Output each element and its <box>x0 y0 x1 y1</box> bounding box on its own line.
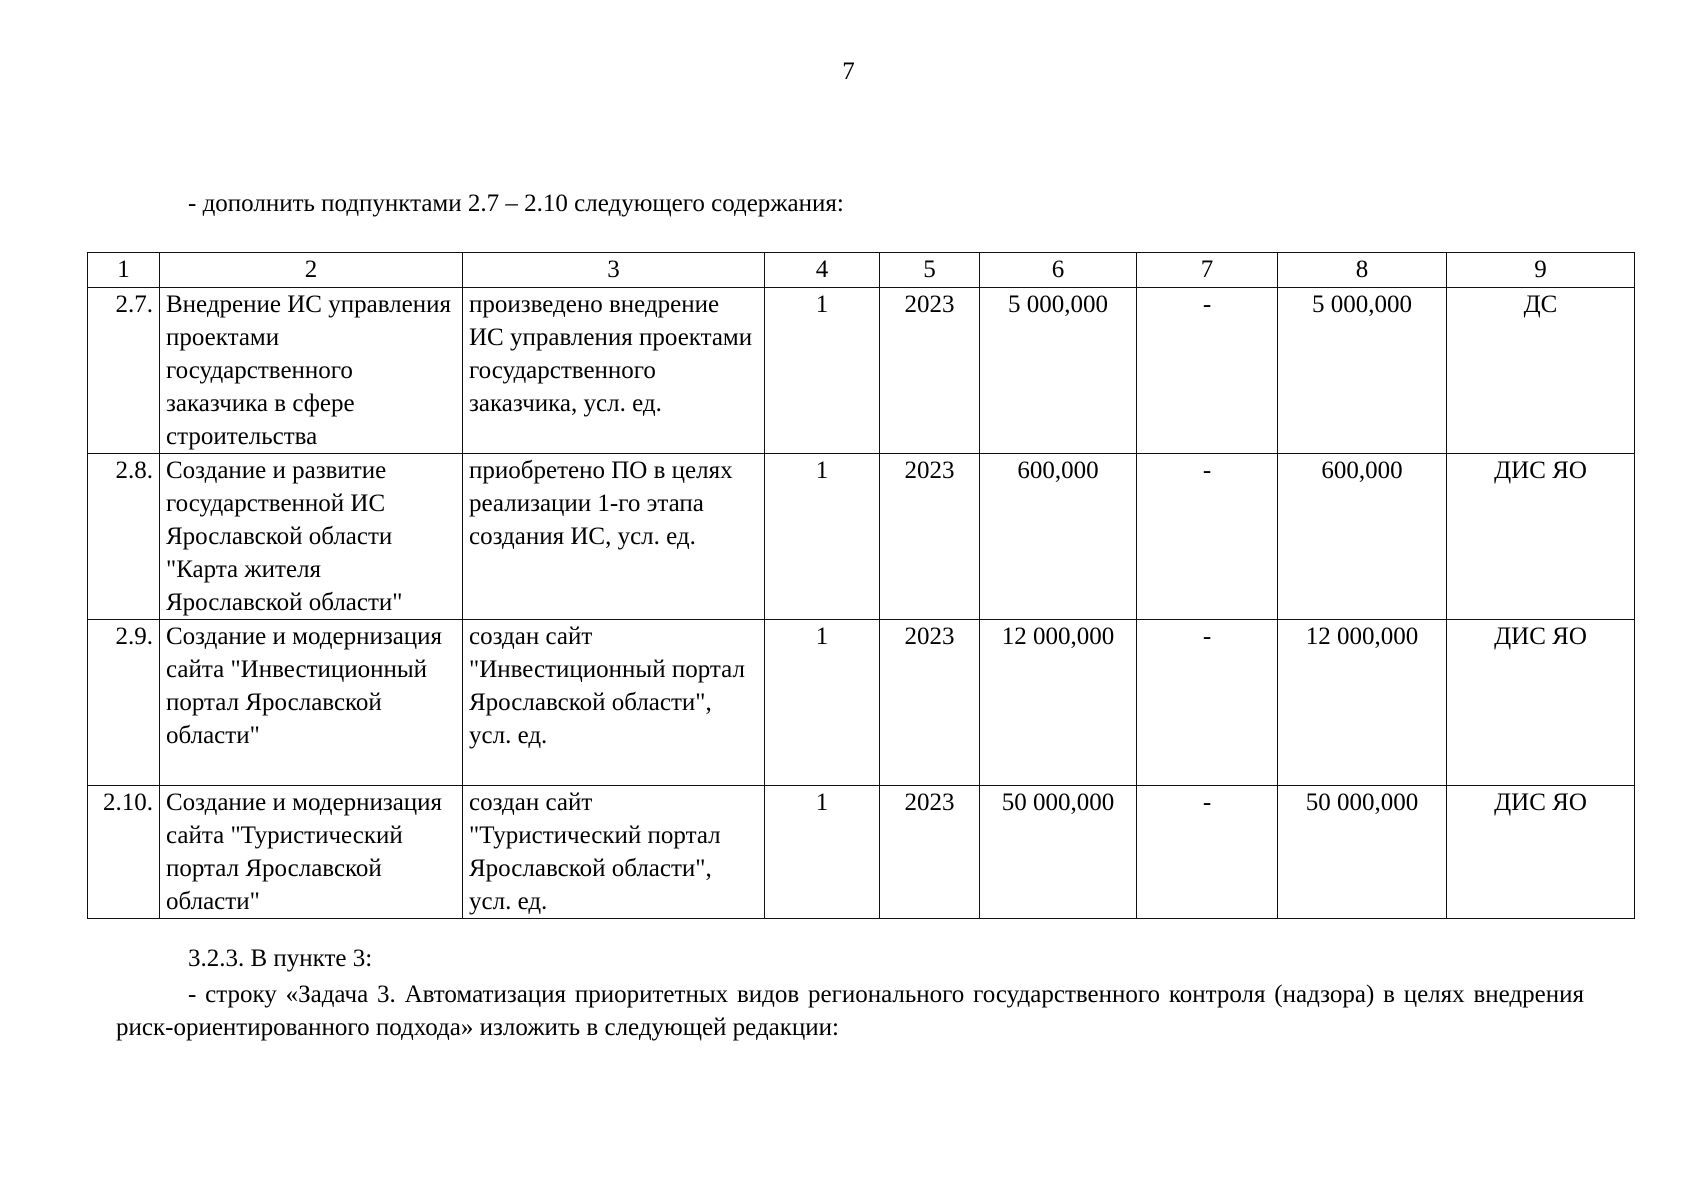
item-number: 2.7. <box>88 288 160 454</box>
cell-total: 5 000,000 <box>1278 288 1447 454</box>
cell-year: 2023 <box>880 786 980 919</box>
cell-amount: 5 000,000 <box>980 288 1137 454</box>
cell-total: 600,000 <box>1278 454 1447 620</box>
header-cell: 5 <box>880 253 980 288</box>
cell-year: 2023 <box>880 288 980 454</box>
header-cell: 8 <box>1278 253 1447 288</box>
header-cell: 7 <box>1137 253 1278 288</box>
intro-text: - дополнить подпунктами 2.7 – 2.10 следующего содержания: <box>188 190 844 217</box>
page-number: 7 <box>842 58 855 85</box>
result-description: создан сайт "Инвестиционный портал Ярославской области", усл. ед. <box>463 620 765 786</box>
cell-year: 2023 <box>880 454 980 620</box>
cell-amount: 600,000 <box>980 454 1137 620</box>
cell-col4: 1 <box>765 620 880 786</box>
header-cell: 1 <box>88 253 160 288</box>
event-name: Создание и развитие государственной ИС Ярославской области "Карта жителя Ярославской области" <box>160 454 463 620</box>
data-table <box>87 252 1635 919</box>
cell-amount: 12 000,000 <box>980 620 1137 786</box>
result-description: приобретено ПО в целях реализации 1-го этапа создания ИС, усл. ед. <box>463 454 765 620</box>
result-description: создан сайт "Туристический портал Ярославской области", усл. ед. <box>463 786 765 919</box>
item-number: 2.8. <box>88 454 160 620</box>
header-row <box>88 253 1635 288</box>
cell-col7: - <box>1137 620 1278 786</box>
event-name: Создание и модернизация сайта "Туристический портал Ярославской области" <box>160 786 463 919</box>
cell-col4: 1 <box>765 454 880 620</box>
table-row <box>88 454 1635 620</box>
item-number: 2.9. <box>88 620 160 786</box>
event-name: Создание и модернизация сайта "Инвестиционный портал Ярославской области" <box>160 620 463 786</box>
cell-executor: ДИС ЯО <box>1447 786 1635 919</box>
cell-executor: ДС <box>1447 288 1635 454</box>
section-heading: 3.2.3. В пункте 3: <box>188 945 373 972</box>
header-cell: 6 <box>980 253 1137 288</box>
cell-executor: ДИС ЯО <box>1447 620 1635 786</box>
table-row <box>88 288 1635 454</box>
table-row <box>88 786 1635 919</box>
body-paragraph: - строку «Задача 3. Автоматизация приоритетных видов регионального государственного контроля (надзора) в целях внедрения риск-ориентированного подхода» изложить в следующей редакции: <box>116 981 1584 1041</box>
table-row <box>88 620 1635 786</box>
cell-total: 50 000,000 <box>1278 786 1447 919</box>
cell-col4: 1 <box>765 786 880 919</box>
cell-col7: - <box>1137 786 1278 919</box>
header-cell: 9 <box>1447 253 1635 288</box>
table-header <box>88 253 1635 288</box>
cell-year: 2023 <box>880 620 980 786</box>
header-cell: 2 <box>160 253 463 288</box>
cell-total: 12 000,000 <box>1278 620 1447 786</box>
header-cell: 3 <box>463 253 765 288</box>
cell-amount: 50 000,000 <box>980 786 1137 919</box>
cell-col4: 1 <box>765 288 880 454</box>
cell-col7: - <box>1137 454 1278 620</box>
event-name: Внедрение ИС управления проектами государственного заказчика в сфере строительства <box>160 288 463 454</box>
cell-executor: ДИС ЯО <box>1447 454 1635 620</box>
cell-col7: - <box>1137 288 1278 454</box>
header-cell: 4 <box>765 253 880 288</box>
result-description: произведено внедрение ИС управления проектами государственного заказчика, усл. ед. <box>463 288 765 454</box>
item-number: 2.10. <box>88 786 160 919</box>
